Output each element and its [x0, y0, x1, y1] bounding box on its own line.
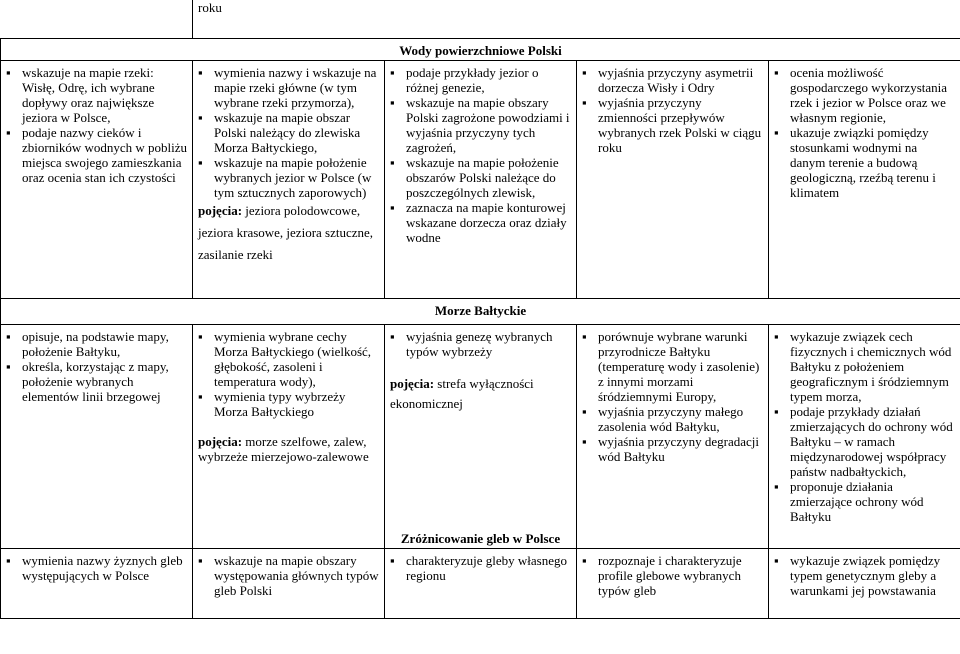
concepts-text: strefa wyłączności ekonomicznej: [390, 375, 534, 411]
list-item: ▪ proponuje działania zmierzające ochrony wód Bałtyku: [774, 479, 955, 524]
list-item: ▪ wyjaśnia przyczyny małego zasolenia wód Bałtyku,: [582, 404, 763, 434]
section-title-soils: Zróżnicowanie gleb w Polsce: [400, 530, 561, 546]
soils-col-2: [193, 548, 385, 618]
baltic-col-2: [193, 324, 385, 548]
list-item: ▪ charakteryzuje gleby własnego regionu: [390, 553, 571, 583]
concepts-label: pojęcia:: [198, 202, 243, 218]
section-title-water: Wody powierzchniowe Polski: [1, 38, 960, 60]
water-col-5: [769, 60, 960, 298]
list-item: ▪ wyjaśnia przyczyny degradacji wód Bałtyku: [582, 434, 763, 464]
list-item: ▪ wskazuje na mapie obszar Polski należący do zlewiska Morza Bałtyckiego,: [198, 110, 379, 155]
concepts: [198, 434, 379, 464]
soils-col-5: [769, 548, 960, 618]
baltic-col-1: [1, 324, 193, 548]
baltic-col-5: [769, 324, 960, 548]
list-item: ▪ rozpoznaje i charakteryzuje profile glebowe wybranych typów gleb: [582, 553, 763, 598]
list-item: ▪ wyjaśnia przyczyny zmienności przepływów wybranych rzek Polski w ciągu roku: [582, 95, 763, 155]
concepts: [390, 374, 571, 414]
list-item: ▪ podaje przykłady jezior o różnej genezie,: [390, 65, 571, 95]
list-item: ▪ wyjaśnia genezę wybranych typów wybrzeży: [390, 329, 571, 359]
list-item: ▪ wskazuje na mapie położenie obszarów Polski należące do poszczególnych zlewisk,: [390, 155, 571, 200]
soils-col-3: [385, 548, 577, 618]
baltic-col-4: [577, 324, 769, 548]
concepts-text: jeziora polodowcowe, jeziora krasowe, jeziora sztuczne, zasilanie rzeki: [198, 202, 374, 262]
row-soils: [1, 548, 960, 618]
concepts-text: morze szelfowe, zalew, wybrzeże mierzejowo-zalewowe: [198, 433, 369, 464]
list-item: ▪ ukazuje związki pomiędzy stosunkami wodnymi na danym terenie a budową geologiczną, rzeźbą terenu i klimatem: [774, 125, 955, 200]
list-item: ▪ wymienia wybrane cechy Morza Bałtyckiego (wielkość, głębokość, zasoleni i temperatura wody),: [198, 329, 379, 389]
list-item: ▪ ocenia możliwość gospodarczego wykorzystania rzek i jezior w Polsce oraz we własnym regionie,: [774, 65, 955, 125]
list-item: ▪ wskazuje na mapie obszary Polski zagrożone powodziami i wyjaśnia przyczyny tych zagrożeń,: [390, 95, 571, 155]
soils-col-1: [1, 548, 193, 618]
list-item: ▪ wyjaśnia przyczyny asymetrii dorzecza Wisły i Odry: [582, 65, 763, 95]
list-item: ▪ wymienia nazwy żyznych gleb występujących w Polsce: [6, 553, 187, 583]
list-item: ▪ wykazuje związek cech fizycznych i chemicznych wód Bałtyku z położeniem geograficznym i śródziemnym typem morza,: [774, 329, 955, 404]
water-col-3: [385, 60, 577, 298]
list-item: ▪ porównuje wybrane warunki przyrodnicze Bałtyku (temperaturę wody i zasolenie) z innymi morzami śródziemnymi Europy,: [582, 329, 763, 404]
list-item: ▪ wskazuje na mapie położenie wybranych jezior w Polsce (w tym sztucznych zaporowych): [198, 155, 379, 200]
list-item: ▪ wymienia nazwy i wskazuje na mapie rzeki główne (w tym wybrane rzeki przymorza),: [198, 65, 379, 110]
top-row: [1, 0, 960, 38]
soils-col-4: [577, 548, 769, 618]
list-item: ▪ wskazuje na mapie rzeki: Wisłę, Odrę, ich wybrane dopływy oraz największe jeziora w Polsce,: [6, 65, 187, 125]
water-col-2: [193, 60, 385, 298]
concepts-label: pojęcia:: [198, 433, 243, 449]
list-item: ▪ wskazuje na mapie obszary występowania głównych typów gleb Polski: [198, 553, 379, 598]
water-col-4: [577, 60, 769, 298]
section-header-water: [1, 38, 960, 60]
baltic-col-3: [385, 324, 577, 548]
row-water: [1, 60, 960, 298]
top-row-text: roku: [193, 0, 960, 38]
section-header-baltic: [1, 298, 960, 324]
list-item: ▪ zaznacza na mapie konturowej wskazane dorzecza oraz działy wodne: [390, 200, 571, 245]
section-title-baltic: Morze Bałtyckie: [1, 298, 960, 324]
row-baltic: [1, 324, 960, 548]
list-item: ▪ podaje przykłady działań zmierzających do ochrony wód Bałtyku – w ramach międzynarodowej współpracy państw nadbałtyckich,: [774, 404, 955, 479]
concepts-label: pojęcia:: [390, 375, 435, 391]
list-item: ▪ wymienia typy wybrzeży Morza Bałtyckiego: [198, 389, 379, 419]
list-item: ▪ określa, korzystając z mapy, położenie wybranych elementów linii brzegowej: [6, 359, 187, 404]
list-item: ▪ wykazuje związek pomiędzy typem genetycznym gleby a warunkami jej powstawania: [774, 553, 955, 598]
concepts: [198, 200, 379, 266]
list-item: ▪ podaje nazwy cieków i zbiorników wodnych w pobliżu miejsca swojego zamieszkania oraz ocenia stan ich czystości: [6, 125, 187, 185]
water-col-1: [1, 60, 193, 298]
list-item: ▪ opisuje, na podstawie mapy, położenie Bałtyku,: [6, 329, 187, 359]
